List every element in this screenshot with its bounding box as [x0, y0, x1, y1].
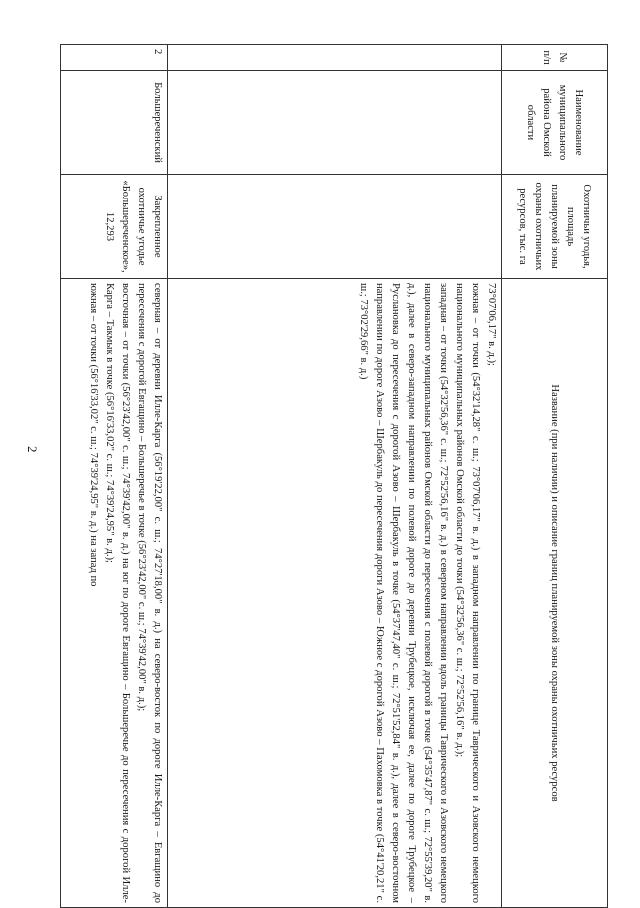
header-district: Наименование муниципального района Омской области: [502, 71, 608, 175]
boundary-west: западная – от точки (54°32'56,36" с. ш.; 72°52'56,16" в. д.) в северном направлении вдоль границы Таврического и Азовского немецкого национального муниципальных районов Омской области до пересечения с полевой дорогой в точке (54°35'47,87" с. ш.; 72°55'39,20" в. д.), далее в северо-западном направлении по полевой дороге до деревни Трубецкое, исключая ее, далее по дороге Трубецкое – Руслановка до пересечения с дорогой Азово – Шербакуль в точке (54°37'47,40" с. ш.; 72°51'52,84" в. д.), далее в северо-восточном направлении по дороге Азово – Шербакуль до пересечения дороги Азово – Южное с дорогой Азово – Пахомовка в точке (54°41'20,21" с. ш.; 73°02'29,66" в. д.): [358, 283, 449, 903]
table-row: [61, 45, 168, 908]
hunting-zones-table: [60, 44, 608, 908]
row-area: [168, 175, 502, 279]
rotated-page-content: [60, 44, 608, 908]
boundary-south: южная – от точки (54°32'14,28" с. ш.; 73°07'06,17" в. д.) в западном направлении по границе Таврического и Азовского немецкого национального муниципальных районов Омской области до точки (54°32'56,36" с. ш.; 72°52'56,16" в. д.);: [454, 283, 481, 903]
boundary-text: 73°07'06,17" в. д.);: [486, 283, 497, 366]
page-number: 2: [25, 446, 40, 453]
row-number: 2: [61, 45, 168, 71]
header-number: № п/п: [502, 45, 608, 71]
boundary-north: северная – от деревни Илле-Карга (56°19'22,00" с. ш.; 74°27'18,00" в. д.) на северо-восток по дороге Илле-Карга – Евгащино до пересечения с дорогой Евгащино – Большеречье в точке (56°23'42,00" с. ш.; 74°39'42,00" в. д.);: [136, 283, 163, 903]
row-description: [168, 279, 502, 908]
row-description: [61, 279, 168, 908]
row-area: Закрепленное охотничье угодье «Большереченское», 12,293: [61, 175, 168, 279]
boundary-east: восточная – от точки (56°23'42,00" с. ш.; 74°39'42,00" в. д.) на юг по дороге Евгащино – Большеречье до пересечения с дорогой Илле-Карга – Такмык в точке (56°16'33,02" с. ш.; 74°39'24,95" в. д.);: [104, 283, 131, 903]
row-district: Большереченский: [61, 71, 168, 175]
header-area: Охотничьи угодья, площадь планируемой зоны охраны охотничьих ресурсов, тыс. га: [502, 175, 608, 279]
row-district: [168, 71, 502, 175]
table-row: [168, 45, 502, 908]
boundary-south: южная – от точки (56°16'33,02" с. ш.; 74°39'24,95" в. д.) на запад по: [88, 283, 99, 587]
table-header-row: [502, 45, 608, 908]
header-description: Название (при наличии) и описание границ планируемой зоны охраны охотничьих ресурсов: [502, 279, 608, 908]
row-number: [168, 45, 502, 71]
